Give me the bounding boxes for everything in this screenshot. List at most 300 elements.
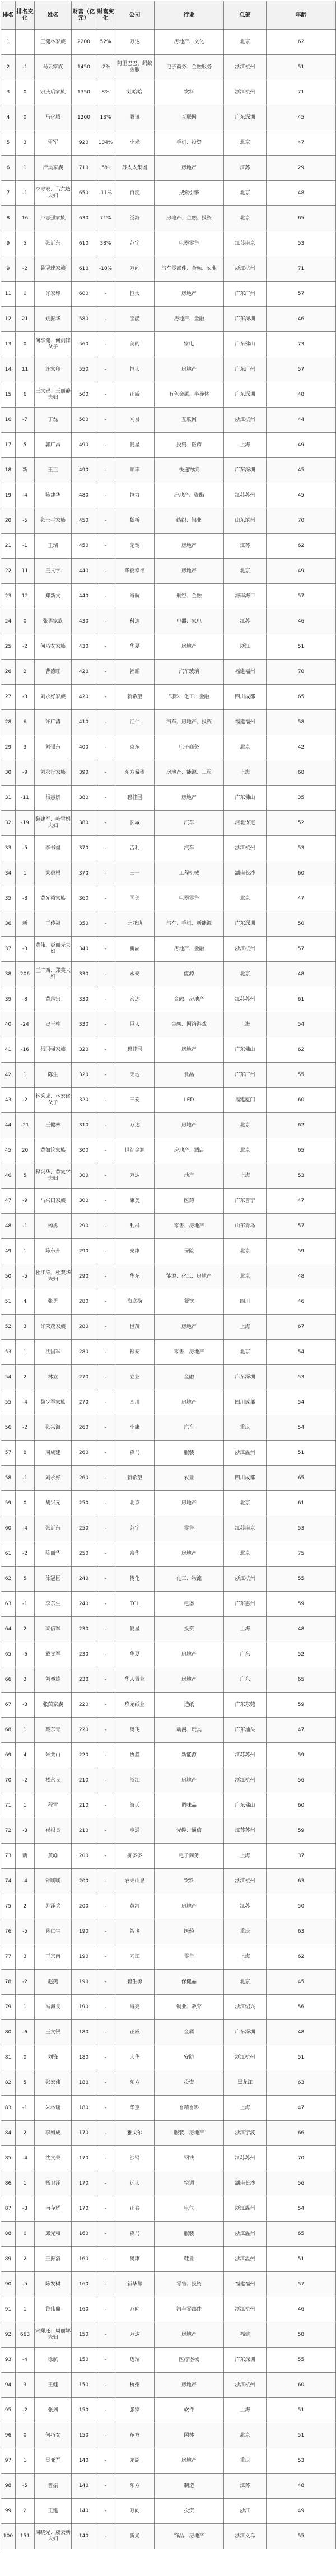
table-cell: 浙江杭州 — [224, 2373, 267, 2398]
table-cell: 华人置业 — [115, 1667, 155, 1693]
table-cell: 广东深圳 — [224, 382, 267, 408]
table-cell: 张兴海 — [35, 1415, 72, 1441]
table-cell: 65 — [267, 1667, 336, 1693]
table-cell: 300 — [72, 1163, 96, 1189]
table-cell: 陈东升 — [35, 1239, 72, 1264]
table-cell: 汽车零部件、金融、农业 — [155, 256, 224, 282]
table-cell: 60 — [1, 1516, 16, 1541]
table-cell: 220 — [72, 1743, 96, 1768]
table-cell: 250 — [72, 1516, 96, 1541]
table-cell: 80 — [1, 2020, 16, 2045]
table-cell: 14 — [1, 357, 16, 382]
table-cell: 210 — [72, 1793, 96, 1818]
table-cell: 560 — [72, 332, 96, 357]
table-cell: -24 — [16, 1012, 35, 1037]
table-cell: - — [96, 2297, 115, 2322]
table-cell: 张勇家族 — [35, 609, 72, 634]
table-cell: 房地产 — [155, 1667, 224, 1693]
table-cell: 京东 — [115, 735, 155, 760]
table-cell: 零售、房地产 — [155, 1340, 224, 1365]
table-cell: 11 — [16, 559, 35, 584]
table-cell: 151 — [16, 2524, 35, 2549]
table-row — [1, 181, 336, 206]
table-cell: -2 — [16, 634, 35, 660]
table-cell: 59 — [1, 1491, 16, 1516]
table-cell: - — [96, 937, 115, 962]
table-row — [1, 2045, 336, 2070]
table-cell: 0 — [16, 2045, 35, 2070]
table-row — [1, 2322, 336, 2348]
table-cell: 97 — [1, 2448, 16, 2474]
table-cell: 31 — [1, 786, 16, 811]
table-cell: 52 — [1, 1315, 16, 1340]
table-cell: - — [96, 1113, 115, 1138]
table-row — [1, 1365, 336, 1390]
table-cell: 29 — [1, 735, 16, 760]
table-cell: 同江 — [115, 1944, 155, 1970]
table-cell: 1 — [16, 1718, 35, 1743]
table-cell: 160 — [72, 2222, 96, 2247]
table-cell: 4 — [1, 105, 16, 130]
table-cell: 碧桂园 — [115, 1037, 155, 1063]
table-cell: 7 — [1, 181, 16, 206]
table-cell: 王健林家族 — [35, 30, 72, 55]
table-row — [1, 332, 336, 357]
table-cell: -4 — [16, 1516, 35, 1541]
table-cell: -2 — [16, 256, 35, 282]
column-header: 排名变化 — [16, 1, 35, 30]
table-cell: - — [96, 1214, 115, 1239]
table-cell: 正泰 — [115, 2196, 155, 2222]
table-cell: 杜江涛、杜双华夫妇 — [35, 1264, 72, 1289]
table-cell: 沈国军 — [35, 1340, 72, 1365]
table-cell: 260 — [72, 1441, 96, 1466]
table-cell: 87 — [1, 2196, 16, 2222]
table-cell: 腾讯 — [115, 105, 155, 130]
table-cell: 梁稳根 — [35, 861, 72, 886]
table-cell: 曹振 — [35, 2474, 72, 2499]
table-cell: 江苏 — [224, 609, 267, 634]
table-cell: -1 — [16, 1214, 35, 1239]
table-cell: 52 — [267, 811, 336, 836]
table-cell: 370 — [72, 836, 96, 861]
table-cell: - — [96, 660, 115, 685]
table-cell: 440 — [72, 559, 96, 584]
table-cell: - — [96, 1012, 115, 1037]
table-cell: -5 — [16, 2272, 35, 2297]
table-row — [1, 1693, 336, 1718]
table-cell: 70 — [267, 2146, 336, 2171]
table-cell: 610 — [72, 231, 96, 256]
table-cell: 万达 — [115, 1113, 155, 1138]
table-cell: 北京 — [224, 559, 267, 584]
table-cell: 互联网 — [155, 408, 224, 433]
table-cell: 北京 — [115, 1491, 155, 1516]
table-cell: -8 — [16, 886, 35, 911]
table-cell: 62 — [267, 1037, 336, 1063]
table-cell: 浙江杭州 — [224, 256, 267, 282]
table-cell: 370 — [72, 861, 96, 886]
table-cell: 浙江杭州 — [224, 937, 267, 962]
table-cell: 何享健、何剑锋父子 — [35, 332, 72, 357]
table-cell: 60 — [267, 861, 336, 886]
table-row — [1, 2222, 336, 2247]
table-cell: 四川成都 — [224, 685, 267, 710]
table-cell: 鲁伟鼎 — [35, 2297, 72, 2322]
table-cell: 48 — [267, 962, 336, 987]
table-cell: 房地产 — [155, 1113, 224, 1138]
table-cell: 张近东 — [35, 1516, 72, 1541]
table-cell: 投资 — [155, 2499, 224, 2524]
table-cell: 北京 — [224, 206, 267, 231]
table-cell: 46 — [267, 1289, 336, 1315]
table-cell: 上海 — [224, 1012, 267, 1037]
table-cell: 服装 — [155, 2222, 224, 2247]
table-cell: 万达 — [115, 2322, 155, 2348]
table-cell: 郑新文 — [35, 584, 72, 609]
table-cell: 400 — [72, 735, 96, 760]
table-cell: 香精香料 — [155, 2096, 224, 2121]
table-cell: -2 — [16, 1541, 35, 1567]
table-cell: 160 — [72, 2272, 96, 2297]
table-row — [1, 2297, 336, 2322]
table-cell: 福建厦门 — [224, 1088, 267, 1113]
table-cell: 4 — [16, 1743, 35, 1768]
table-cell: TCL — [115, 1592, 155, 1617]
table-cell: 300 — [72, 1189, 96, 1214]
table-cell: 93 — [1, 2348, 16, 2373]
table-cell: 52% — [96, 30, 115, 55]
table-cell: 万向 — [115, 2297, 155, 2322]
table-cell: 96 — [1, 2423, 16, 2448]
table-cell: 75 — [267, 1541, 336, 1567]
table-cell: 戴文军 — [35, 1642, 72, 1667]
table-cell: 福建 — [224, 2322, 267, 2348]
table-cell: 0 — [16, 2423, 35, 2448]
table-cell: 电器 — [155, 1592, 224, 1617]
table-cell: 沙钢 — [115, 2146, 155, 2171]
table-cell: 70 — [267, 660, 336, 685]
table-cell: - — [96, 2146, 115, 2171]
table-cell: 25 — [1, 634, 16, 660]
table-cell: 22 — [1, 559, 16, 584]
table-cell: - — [96, 307, 115, 332]
table-cell: 华宝 — [115, 2096, 155, 2121]
table-cell: 福建福州 — [224, 710, 267, 735]
table-cell: 190 — [72, 1995, 96, 2020]
table-cell: -4 — [16, 483, 35, 508]
table-cell: 54 — [267, 2196, 336, 2222]
table-cell: 51 — [267, 2247, 336, 2272]
table-cell: 500 — [72, 382, 96, 408]
table-cell: 56 — [1, 1415, 16, 1441]
table-cell: 46 — [1, 1163, 16, 1189]
table-cell: 黄伟、彭丽光夫妇 — [35, 937, 72, 962]
table-cell: - — [96, 1768, 115, 1793]
table-cell: 王卫 — [35, 458, 72, 483]
table-row — [1, 282, 336, 307]
table-cell: 57 — [267, 1214, 336, 1239]
table-cell: - — [96, 408, 115, 433]
table-cell: - — [96, 2373, 115, 2398]
table-cell: 海航 — [115, 584, 155, 609]
table-row — [1, 962, 336, 987]
table-cell: 广东惠州 — [224, 1592, 267, 1617]
table-cell: 3 — [16, 1315, 35, 1340]
table-cell: - — [96, 2070, 115, 2096]
table-cell: 48 — [267, 2020, 336, 2045]
table-cell: 430 — [72, 609, 96, 634]
table-cell: - — [96, 1189, 115, 1214]
table-cell: 房地产 — [155, 1390, 224, 1415]
table-row — [1, 1012, 336, 1037]
table-cell: 广东 — [224, 1642, 267, 1667]
table-cell: -1 — [16, 1592, 35, 1617]
table-cell: 62 — [267, 30, 336, 55]
table-cell: 1 — [16, 156, 35, 181]
table-cell: 杨惠妍 — [35, 786, 72, 811]
table-cell: 广东普宁 — [224, 1189, 267, 1214]
table-cell: 正威 — [115, 2020, 155, 2045]
table-row — [1, 1995, 336, 2020]
table-cell: 2 — [16, 1365, 35, 1390]
table-row — [1, 231, 336, 256]
table-cell: 72 — [1, 1818, 16, 1844]
table-cell: 永泰 — [115, 962, 155, 987]
table-cell: 55 — [267, 2348, 336, 2373]
table-cell: 刘銮雄 — [35, 1667, 72, 1693]
table-cell: 广东深圳 — [224, 2020, 267, 2045]
table-cell: 180 — [72, 2070, 96, 2096]
table-cell: 房地产 — [155, 1642, 224, 1667]
table-cell: 宋郑还、周丽娜夫妇 — [35, 2322, 72, 2348]
table-cell: - — [96, 962, 115, 987]
table-cell: 陈丽华 — [35, 1541, 72, 1567]
table-cell: 房地产、金融 — [155, 307, 224, 332]
table-cell: 63 — [267, 1919, 336, 1944]
table-cell: 北京 — [224, 1138, 267, 1163]
table-cell: 华东 — [115, 1264, 155, 1289]
table-row — [1, 1088, 336, 1113]
table-cell: 广东佛山 — [224, 786, 267, 811]
table-cell: 重庆 — [224, 1415, 267, 1441]
table-cell: 49 — [1, 1239, 16, 1264]
table-row — [1, 1567, 336, 1592]
table-cell: 48 — [1, 1214, 16, 1239]
table-cell: 胡兴元 — [35, 1491, 72, 1516]
table-cell: 230 — [72, 1642, 96, 1667]
table-cell: 48 — [267, 1264, 336, 1289]
column-header: 公司 — [115, 1, 155, 30]
table-cell: 福建福州 — [224, 2272, 267, 2297]
column-header: 总部 — [224, 1, 267, 30]
table-cell: 51 — [267, 1441, 336, 1466]
table-cell: -8 — [16, 987, 35, 1012]
table-cell: 山东滨州 — [224, 508, 267, 534]
table-cell: 程兴华、黄家学夫妇 — [35, 1163, 72, 1189]
table-cell: 430 — [72, 634, 96, 660]
table-cell: - — [96, 2499, 115, 2524]
table-cell: 630 — [72, 206, 96, 231]
table-cell: 浙江杭州 — [224, 1869, 267, 1894]
table-cell: 73 — [1, 1844, 16, 1869]
table-cell: 电气 — [155, 2196, 224, 2222]
table-row — [1, 408, 336, 433]
table-cell: 65 — [1, 1642, 16, 1667]
table-cell: 汽车、手机、新能源 — [155, 911, 224, 937]
table-cell: 房地产 — [155, 2322, 224, 2348]
table-cell: 420 — [72, 685, 96, 710]
table-cell: 卢志强家族 — [35, 206, 72, 231]
table-cell: - — [96, 508, 115, 534]
table-cell: 65 — [267, 685, 336, 710]
table-cell: 53 — [267, 1516, 336, 1541]
table-cell: 保险 — [155, 1239, 224, 1264]
table-cell: 房地产、能源、工程 — [155, 760, 224, 786]
table-cell: -7 — [16, 408, 35, 433]
table-cell: 5 — [16, 2070, 35, 2096]
table-cell: 650 — [72, 181, 96, 206]
table-cell: 房地产 — [155, 1037, 224, 1063]
table-cell: 280 — [72, 1340, 96, 1365]
table-cell: 0 — [16, 2222, 35, 2247]
table-cell: 6 — [1, 156, 16, 181]
table-cell: - — [96, 1466, 115, 1491]
table-cell: -5 — [16, 1264, 35, 1289]
column-header: 排名 — [1, 1, 16, 30]
table-row — [1, 2524, 336, 2549]
table-cell: 王文银 — [35, 2020, 72, 2045]
table-cell: 远大 — [115, 2171, 155, 2196]
table-cell: 空调 — [155, 2171, 224, 2196]
table-cell: 57 — [267, 2272, 336, 2297]
table-cell: 610 — [72, 256, 96, 282]
table-cell: 5 — [1, 130, 16, 156]
table-cell: 徐冠巨 — [35, 1567, 72, 1592]
table-cell: 陈生 — [35, 1063, 72, 1088]
table-cell: 杨卫泽 — [35, 2171, 72, 2196]
table-cell: - — [96, 1718, 115, 1743]
table-cell: 零售 — [155, 1944, 224, 1970]
table-cell: 汽车零部件 — [155, 2297, 224, 2322]
table-cell: 45 — [267, 105, 336, 130]
table-cell: 钟睒睒 — [35, 1869, 72, 1894]
table-cell: 北京 — [224, 181, 267, 206]
table-cell: 30 — [1, 760, 16, 786]
table-cell: -2 — [16, 1415, 35, 1441]
table-cell: 310 — [72, 1113, 96, 1138]
table-cell: 71 — [267, 80, 336, 105]
table-cell: 新华都 — [115, 2272, 155, 2297]
table-cell: 91 — [1, 2297, 16, 2322]
table-cell: 金融 — [155, 1365, 224, 1390]
table-cell: - — [96, 1617, 115, 1642]
table-cell: 170 — [72, 2196, 96, 2222]
table-row — [1, 987, 336, 1012]
table-cell: 61 — [267, 987, 336, 1012]
table-cell: 88 — [1, 2222, 16, 2247]
table-cell: 浙江杭州 — [224, 1768, 267, 1793]
table-cell: 65 — [267, 206, 336, 231]
table-cell: - — [96, 1264, 115, 1289]
table-cell: 320 — [72, 1088, 96, 1113]
table-cell: 王宗南 — [35, 1944, 72, 1970]
table-cell: 刘永好 — [35, 1466, 72, 1491]
table-cell: 2 — [16, 2121, 35, 2146]
rich-list-table — [1, 1, 336, 2549]
table-cell: -10% — [96, 256, 115, 282]
table-cell: 3 — [16, 130, 35, 156]
table-cell: 广东佛山 — [224, 1037, 267, 1063]
table-cell: 140 — [72, 2474, 96, 2499]
table-row — [1, 2398, 336, 2423]
table-cell: - — [96, 786, 115, 811]
table-cell: 徐航 — [35, 2348, 72, 2373]
table-cell: 浙江杭州 — [224, 2297, 267, 2322]
table-row — [1, 1239, 336, 1264]
table-row — [1, 1415, 336, 1441]
table-cell: 马化腾 — [35, 105, 72, 130]
table-cell: 51 — [1, 1289, 16, 1315]
table-row — [1, 2373, 336, 2398]
table-cell: 黄如论家族 — [35, 1138, 72, 1163]
table-cell: 北京 — [224, 1264, 267, 1289]
table-cell: 2 — [16, 1617, 35, 1642]
table-cell: -1 — [16, 534, 35, 559]
table-cell: 马云家族 — [35, 55, 72, 80]
table-cell: 宏达 — [115, 987, 155, 1012]
table-cell: - — [96, 458, 115, 483]
table-cell: 银泰 — [115, 1340, 155, 1365]
table-cell: 0 — [16, 105, 35, 130]
table-cell: 杭州 — [115, 2373, 155, 2398]
table-cell: 餐饮 — [155, 1289, 224, 1315]
table-cell: 迈瑞 — [115, 2348, 155, 2373]
table-cell: 64 — [1, 1617, 16, 1642]
table-cell: - — [96, 1315, 115, 1340]
table-cell: 81 — [1, 2045, 16, 2070]
table-cell: 61 — [267, 1491, 336, 1516]
table-cell: 北京 — [224, 886, 267, 911]
table-row — [1, 30, 336, 55]
table-cell: 福耀 — [115, 660, 155, 685]
table-cell: 290 — [72, 1214, 96, 1239]
table-cell: 62 — [267, 1944, 336, 1970]
table-row — [1, 2196, 336, 2222]
table-cell: - — [96, 2474, 115, 2499]
table-cell: 房地产、聚酯 — [155, 483, 224, 508]
table-cell: 动漫、玩具 — [155, 1718, 224, 1743]
table-row — [1, 1466, 336, 1491]
table-cell: 泰康 — [115, 1239, 155, 1264]
table-cell: 投资、医药 — [155, 433, 224, 458]
table-cell: 160 — [72, 2247, 96, 2272]
table-row — [1, 1844, 336, 1869]
table-cell: 150 — [72, 2423, 96, 2448]
table-row — [1, 760, 336, 786]
table-cell: 47 — [267, 1189, 336, 1214]
table-header — [1, 1, 336, 30]
table-row — [1, 2448, 336, 2474]
table-row — [1, 1768, 336, 1793]
table-cell: 230 — [72, 1617, 96, 1642]
table-cell: 340 — [72, 937, 96, 962]
table-cell: 56 — [267, 1768, 336, 1793]
table-cell: 5% — [96, 156, 115, 181]
table-cell: 北京 — [224, 130, 267, 156]
table-cell: 杨国强家族 — [35, 1037, 72, 1063]
table-cell: 新能源 — [155, 1743, 224, 1768]
